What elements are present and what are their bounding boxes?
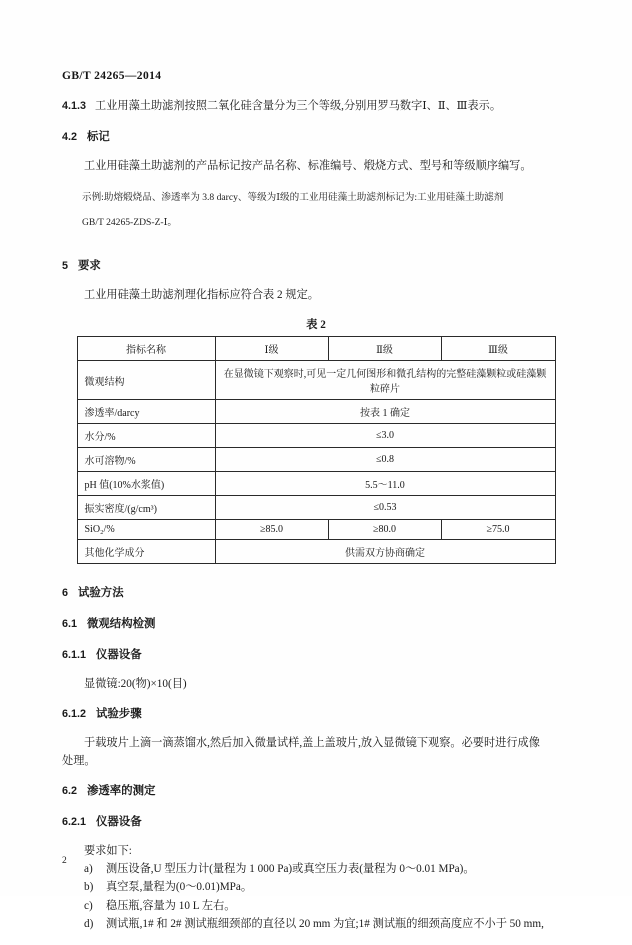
row-value: ≤0.8 (215, 448, 555, 472)
clause-4-2-heading (62, 128, 570, 147)
list-item-text: 测压设备,U 型压力计(量程为 1 000 Pa)或真空压力表(量程为 0～0.01 MPa)。 (106, 863, 475, 876)
table-row (77, 520, 555, 540)
table-header-cell: Ⅱ级 (328, 337, 441, 361)
table-row (77, 424, 555, 448)
list-marker: a) (84, 863, 93, 876)
clause-6-2-1-title: 仪器设备 (96, 816, 142, 829)
clause-4-1-3 (62, 98, 570, 116)
clause-4-2-title: 标记 (87, 130, 110, 143)
clause-4-1-3-number: 4.1.3 (62, 100, 87, 112)
table-row (77, 400, 555, 424)
table-row (77, 448, 555, 472)
row-label: 振实密度/(g/cm³) (77, 496, 215, 520)
table-2-caption: 表 2 (306, 319, 326, 332)
clause-5-heading (62, 257, 570, 276)
row-value: 在显微镜下观察时,可见一定几何图形和微孔结构的完整硅藻颗粒或硅藻颗粒碎片 (215, 361, 555, 400)
row-label: 水分/% (77, 424, 215, 448)
page-number: 2 (62, 856, 67, 866)
clause-6-1-2-number: 6.1.2 (62, 708, 87, 721)
table-row (77, 496, 555, 520)
clause-5 (62, 257, 570, 304)
list-marker: b) (84, 881, 94, 894)
clause-4-1-3-line (62, 98, 570, 116)
clause-6-1-1-title: 仪器设备 (96, 649, 142, 662)
table-row (77, 540, 555, 564)
table-row (77, 361, 555, 400)
clause-6-1-title: 微观结构检测 (87, 618, 156, 631)
row-label: pH 值(10%水浆值) (77, 472, 215, 496)
row-value: ≤0.53 (215, 496, 555, 520)
clause-6-2 (62, 782, 570, 801)
clause-4-2-number: 4.2 (62, 130, 78, 143)
row-label: 水可溶物/% (77, 448, 215, 472)
clause-4-1-3-text: 工业用藻土助滤剂按照二氧化硅含量分为三个等级,分别用罗马数字Ⅰ、Ⅱ、Ⅲ表示。 (95, 100, 502, 112)
clause-6-1-1-body: 显微镜:20(物)×10(目) (84, 678, 187, 691)
row-value: 按表 1 确定 (215, 400, 555, 424)
row-label: 微观结构 (77, 361, 215, 400)
clause-6-number: 6 (62, 587, 69, 600)
list-item (62, 860, 570, 878)
table-header-cell: 指标名称 (77, 337, 215, 361)
clause-6-1-2-body-line-1: 于载玻片上滴一滴蒸馏水,然后加入微量试样,盖上盖玻片,放入显微镜下观察。必要时进行成像 (84, 737, 540, 750)
row-value-grade-3: ≥75.0 (441, 520, 555, 540)
clause-6-2-heading (62, 782, 570, 801)
row-label: SiO₂/% (77, 520, 215, 540)
clause-5-body: 工业用硅藻土助滤剂理化指标应符合表 2 规定。 (84, 289, 319, 301)
table-header-cell: Ⅰ级 (215, 337, 328, 361)
clause-4-2 (62, 128, 570, 230)
list-item-text: 真空泵,量程为(0～0.01)MPa。 (106, 881, 253, 894)
table-header-row (77, 337, 555, 361)
row-value-grade-2: ≥80.0 (328, 520, 441, 540)
clause-5-title: 要求 (78, 260, 101, 273)
row-value-grade-1: ≥85.0 (215, 520, 328, 540)
clause-6-2-1-heading (62, 813, 570, 832)
clause-4-2-example-line-2: GB/T 24265-ZDS-Z-Ⅰ。 (82, 216, 178, 228)
equipment-list (62, 860, 570, 933)
standard-number-header: GB/T 24265—2014 (62, 70, 162, 82)
clause-6-1-1-number: 6.1.1 (62, 649, 87, 662)
list-item-text: 测试瓶,1# 和 2# 测试瓶细颈部的直径以 20 mm 为宜;1# 测试瓶的细颈高度应不小于 50 mm, (106, 917, 544, 930)
list-marker: c) (84, 899, 93, 912)
clause-6-2-number: 6.2 (62, 785, 78, 798)
clause-6-1-2-body-line-2: 处理。 (62, 754, 96, 767)
clause-6-1 (62, 615, 570, 634)
clause-6-heading (62, 584, 570, 603)
clause-6-1-1-heading (62, 646, 570, 665)
row-label: 其他化学成分 (77, 540, 215, 564)
list-item (62, 897, 570, 915)
page-content (62, 98, 570, 945)
clause-6-2-1-lead: 要求如下: (84, 844, 132, 857)
list-item-text: 稳压瓶,容量为 10 L 左右。 (106, 899, 236, 912)
clause-4-2-example-line-1: 示例:助熔煅烧品、渗透率为 3.8 darcy、等级为Ⅰ级的工业用硅藻土助滤剂标记为:工业用硅藻土助滤剂 (82, 191, 504, 203)
clause-6-1-number: 6.1 (62, 618, 78, 631)
clause-6-1-2-title: 试验步骤 (96, 708, 142, 721)
clause-6-2-1 (62, 813, 570, 933)
clause-6-1-1 (62, 646, 570, 693)
list-marker: d) (84, 917, 94, 930)
clause-6-1-2-heading (62, 705, 570, 724)
clause-6 (62, 584, 570, 603)
row-value: 5.5～11.0 (215, 472, 555, 496)
row-value: 供需双方协商确定 (215, 540, 555, 564)
table-2 (77, 336, 556, 564)
clause-5-number: 5 (62, 260, 69, 273)
clause-6-2-title: 渗透率的测定 (87, 785, 156, 798)
list-item (62, 878, 570, 896)
table-header-cell: Ⅲ级 (441, 337, 555, 361)
clause-6-1-heading (62, 615, 570, 634)
clause-6-title: 试验方法 (78, 587, 124, 600)
clause-6-2-1-number: 6.2.1 (62, 816, 87, 829)
clause-4-2-body: 工业用硅藻土助滤剂的产品标记按产品名称、标准编号、煅烧方式、型号和等级顺序编写。 (84, 159, 532, 172)
table-row (77, 472, 555, 496)
list-item (62, 915, 570, 933)
row-label: 渗透率/darcy (77, 400, 215, 424)
clause-6-1-2 (62, 705, 570, 770)
row-value: ≤3.0 (215, 424, 555, 448)
